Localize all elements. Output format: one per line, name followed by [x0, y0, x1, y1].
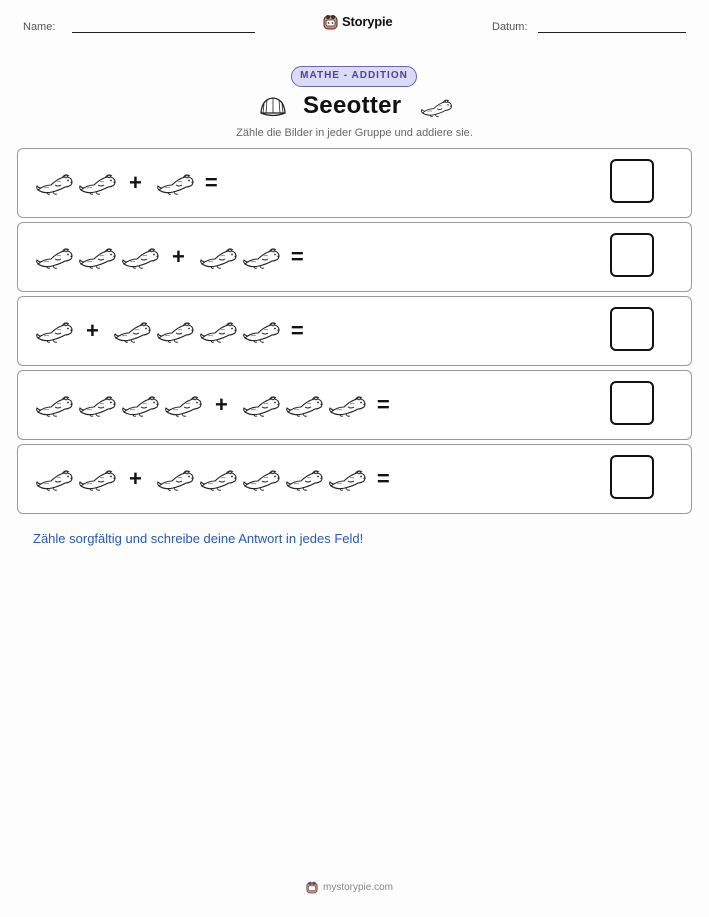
sea-otter-icon: [113, 316, 153, 346]
sea-otter-icon: [199, 316, 239, 346]
sea-otter-icon: [242, 464, 282, 494]
storypie-logo-icon: [323, 13, 338, 30]
sea-otter-icon: [242, 242, 282, 272]
brand-name: Storypie: [342, 14, 393, 29]
plus-sign: +: [129, 466, 142, 491]
equals-sign: =: [204, 170, 218, 195]
equals-sign: =: [376, 466, 390, 491]
problem-row: [17, 296, 692, 366]
problem-row: [17, 222, 692, 292]
answer-box[interactable]: [610, 159, 654, 203]
title-row: [0, 91, 709, 125]
sea-otter-icon: [156, 464, 196, 494]
footer-url: mystorypie.com: [323, 881, 394, 893]
plus-sign: +: [172, 244, 185, 269]
answer-box[interactable]: [610, 307, 654, 351]
sea-otter-icon: [35, 316, 75, 346]
sea-otter-icon: [35, 168, 75, 198]
sea-otter-icon: [328, 464, 368, 494]
problem-expression: [35, 149, 232, 217]
name-label: Name:: [23, 21, 56, 33]
sea-otter-icon: [35, 242, 75, 272]
answer-box[interactable]: [610, 381, 654, 425]
sea-otter-icon: [35, 390, 75, 420]
sea-otter-icon: [156, 168, 196, 198]
sea-otter-icon: [78, 464, 118, 494]
problem-expression: [35, 371, 404, 439]
problem-expression: [35, 297, 318, 365]
sea-otter-icon: [328, 390, 368, 420]
date-line[interactable]: [538, 32, 686, 33]
problem-row: [17, 148, 692, 218]
sea-otter-icon: [35, 464, 75, 494]
page-title: Seeotter: [303, 92, 402, 119]
sea-otter-icon: [199, 242, 239, 272]
footer: [306, 880, 393, 894]
sea-otter-icon: [242, 316, 282, 346]
problem-row: [17, 370, 692, 440]
subtitle: Zähle die Bilder in jeder Gruppe und addiere sie.: [236, 127, 473, 139]
answer-box[interactable]: [610, 233, 654, 277]
sea-otter-icon: [156, 316, 196, 346]
name-line[interactable]: [72, 32, 255, 33]
plus-sign: +: [215, 392, 228, 417]
clam-icon: [258, 95, 288, 119]
answer-box[interactable]: [610, 455, 654, 499]
sea-otter-icon: [121, 390, 161, 420]
sea-otter-icon: [78, 390, 118, 420]
equals-sign: =: [290, 244, 304, 269]
equals-sign: =: [290, 318, 304, 343]
sea-otter-icon: [420, 94, 454, 120]
storypie-logo-icon: [306, 880, 318, 894]
plus-sign: +: [86, 318, 99, 343]
storypie-brand: [323, 13, 392, 30]
sea-otter-icon: [242, 390, 282, 420]
sea-otter-icon: [285, 390, 325, 420]
instruction-text: Zähle sorgfältig und schreibe deine Antwort in jedes Feld!: [33, 531, 364, 546]
subject-badge: MATHE - ADDITION: [291, 66, 417, 87]
problem-row: [17, 444, 692, 514]
problem-expression: [35, 223, 318, 291]
plus-sign: +: [129, 170, 142, 195]
equals-sign: =: [376, 392, 390, 417]
sea-otter-icon: [199, 464, 239, 494]
sea-otter-icon: [78, 168, 118, 198]
sea-otter-icon: [121, 242, 161, 272]
date-label: Datum:: [492, 21, 528, 33]
sea-otter-icon: [164, 390, 204, 420]
problem-expression: [35, 445, 404, 513]
sea-otter-icon: [78, 242, 118, 272]
sea-otter-icon: [285, 464, 325, 494]
